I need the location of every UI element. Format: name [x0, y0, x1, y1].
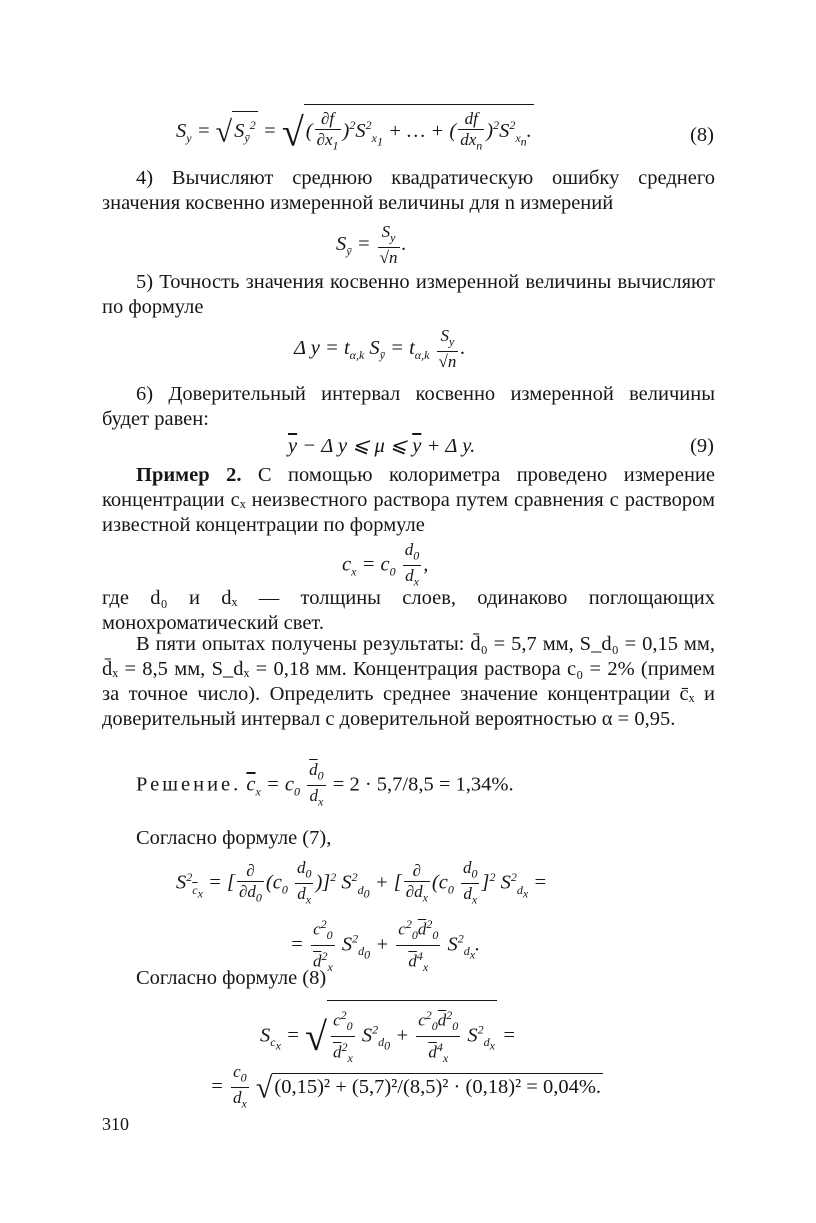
formula-concentration: $c_x = c_0$ $\frac{d_0}{d_x}$ ,: [342, 540, 429, 589]
formula-std-line2: = $\frac{c_0}{\overline{d}_x}$ √(0,15)² + (5,7)²/(8,5)² · (0,18)² = 0,04%.: [210, 1062, 602, 1111]
formula-variance-line2: = $\frac{c^2_0}{\overline{d}^2_x}$ $S^2_{d_0}$ + $\frac{c^2_0\overline{d}^2_0}{\overline{d}^4_x}$ $S^2_{d_x}$.: [290, 914, 480, 977]
where-text: где d₀ и dₓ — толщины слоев, одинаково поглощающих монохроматический свет.: [102, 587, 715, 634]
example-title: Пример 2.: [136, 464, 242, 486]
item-4-text: 4) Вычисляют среднюю квадратическую ошибку среднего значения косвенно измеренной величины для n измерений: [102, 167, 715, 214]
example-paragraph: [102, 463, 715, 538]
item-5-text: 5) Точность значения косвенно измеренной величины вычисляют по формуле: [102, 271, 715, 318]
equation-number-8: (8): [690, 124, 714, 146]
page-number: 310: [102, 1114, 129, 1134]
solution-label: Решение.: [136, 773, 242, 796]
formula-accuracy: Δ $y = t_{\alpha,k}$ $S_ȳ = t_{\alpha,k}$ $\frac{S_y}{√n}$ .: [294, 326, 466, 372]
formula-mean-error: $S_ȳ$ = $\frac{S_y}{√n}$ .: [336, 222, 407, 268]
example-text: С помощью колориметра проведено измерение концентрации cₓ неизвестного раствора путем сравнения с раствором известной концентрации по формуле: [102, 464, 715, 536]
results-text: В пяти опытах получены результаты: d̄₀ = 5,7 мм, S_d₀ = 0,15 мм, d̄ₓ = 8,5 мм, S_dₓ = 0,18 мм. Концентрация раствора c₀ = 2% (примем за точное число). Определить среднее значение концентрации c̄ₓ и доверительный интервал с доверительной вероятностью α = 0,95.: [102, 633, 715, 730]
according-formula-7: Согласно формуле (7),: [136, 827, 332, 849]
formula-variance-line1: $S^2_{\overline{c}_x}$ = [ ∂ $\partial d_0$ ($c_0$ $\frac{d_0}{d_x}$ )]$^2$ $S^2_{d_0}$ + [ ∂ $\partial d_x$ ($c_0$ $\frac{d_0}{d_x}$ ]$^2$ $S^2_{d_x}$ =: [176, 858, 548, 907]
item-6-text: 6) Доверительный интервал косвенно измеренной величины будет равен:: [102, 383, 715, 430]
formula-std-line1: $S_{c_x}$ = √ $\frac{c^2_0}{\overline{d}^2_x}$ $S^2_{d_0}$ + $\frac{c^2_0\overline{d}^2_0}{\overline{d}^4_x}$ $S^2_{d_x}$ =: [260, 1000, 516, 1068]
equation-number-9: (9): [690, 435, 714, 457]
formula-8: $S_y = √S_ȳ^2$ = √( $\frac{\partial f}{\partial x_1}$ )$^2S^2_{x_1}$ + … + ( df $dx_n$ )$^2S^2_{x_n}$.: [176, 104, 534, 155]
solution-value: = 2 · 5,7/8,5 = 1,34%.: [332, 773, 514, 796]
solution-line: Решение. $\overline{c}_x = c_0$ $\frac{\overline{d}_0}{\overline{d}_x}$ = 2 · 5,7/8,5 = 1,34%.: [136, 760, 514, 809]
final-expression: (0,15)² + (5,7)²/(8,5)² · (0,18)² = 0,04%.: [272, 1073, 603, 1100]
formula-9: $\overline{y} - \Delta$ y ⩽ μ ⩽ $\overline{y} + \Delta$ y.: [288, 435, 476, 457]
according-formula-8: Согласно формуле (8): [136, 967, 327, 989]
